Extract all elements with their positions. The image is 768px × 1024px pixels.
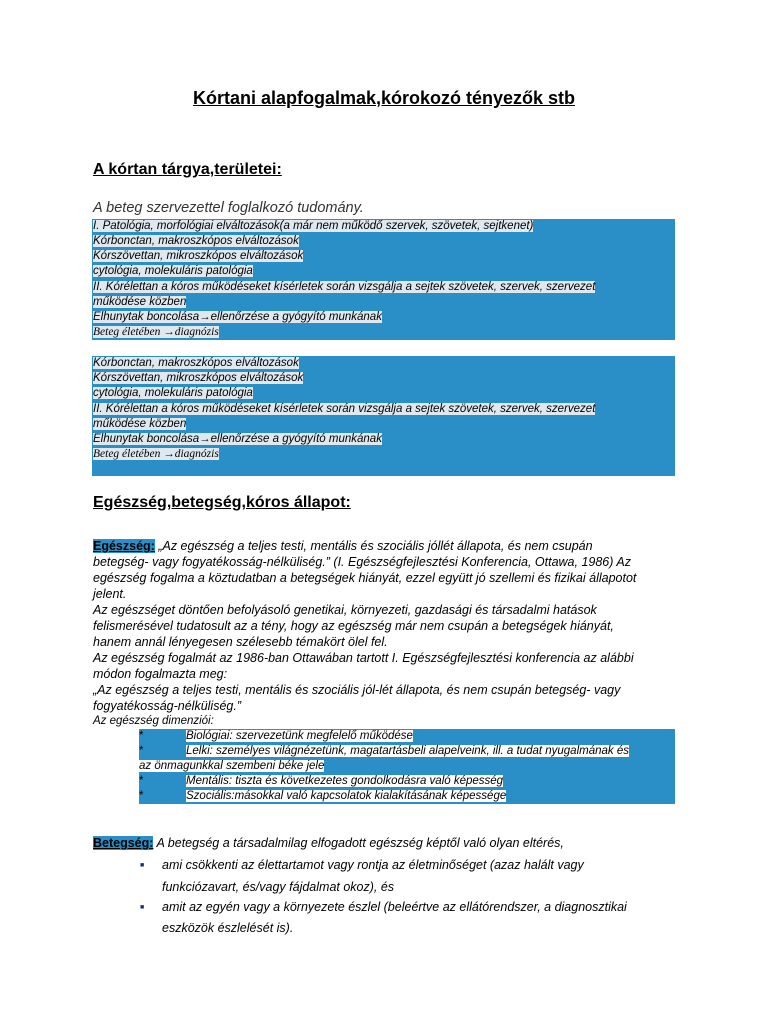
square-bullet-icon: ■ [140, 904, 145, 911]
block1-line: működése közben [93, 296, 187, 308]
section-heading-korttan: A kórtan tárgya,területei: [93, 161, 282, 178]
section-heading-egeszseg: Egészség,betegség,kóros állapot: [93, 494, 351, 511]
dimension-item: * Mentális: tiszta és következetes gondolkodásra való képesség [139, 775, 504, 787]
block1-line: Beteg életében →diagnózis [93, 326, 219, 338]
block2-line: II. Kórélettan a kóros működéseket kísérletek során vizsgálja a sejtek szövetek, szervek, szervezet [93, 403, 596, 415]
block1-line: cytológia, molekuláris patológia [93, 265, 253, 277]
betegseg-label: Betegség: [93, 836, 154, 850]
block2-line: Kórszövettan, mikroszkópos elváltozások [93, 372, 304, 384]
block1-line: Kórbonctan, makroszkópos elváltozások [93, 235, 299, 247]
block2-line: cytológia, molekuláris patológia [93, 387, 253, 399]
dimension-item: az önmagunkkal szembeni béke jele [139, 760, 325, 772]
dimension-item: * Lelki: személyes világnézetünk, magatartásbeli alapelveink, ill. a tudat nyugalmának és [139, 745, 629, 757]
betegseg-paragraph: Betegség: A betegség a társadalmilag elfogadott egészség képtől való olyan eltérés, [93, 836, 564, 850]
block1-line: I. Patológia, morfológiai elváltozások(a már nem működő szervek, szövetek, sejtkenet) [93, 220, 534, 232]
egeszseg-label: Egészség: [93, 539, 155, 553]
betegseg-bullet-line: amit az egyén vagy a környezete észlel (beleértve az ellátórendszer, a diagnosztikai [162, 900, 627, 914]
page-title: Kórtani alapfogalmak,kórokozó tényezők stb [192, 88, 576, 108]
square-bullet-icon: ■ [140, 862, 145, 869]
egeszseg-paragraph: Egészség: „Az egészség a teljes testi, mentális és szociális jóllét állapota, és nem csupán betegség- vagy fogyatékosság-nélküliség.” (I. Egészségfejlesztési Konferencia, Ottawa, 1986) Az egészség fogalma a köztudatban a betegségek hiányát, ezzel együtt jó szellemi és fizikai állapotot jelent. Az egészséget döntően befolyásoló genetikai, környezeti, gazdasági és társadalmi hatások felismerésével tudatosult az a tény, hogy az egészség már nem csupán a betegségek hiányát, hanem annál lényegesen szélesebb témakört ölel fel. Az egészség fogalmát az 1986-ban Ottawában tartott I. Egészségfejlesztési konferencia az alábbi módon fogalmazta meg: „Az egészség a teljes testi, mentális és szociális jól-lét állapota, és nem csupán betegség- vagy fogyatékosság-nélküliség.” Az egészség dimenziói: [93, 539, 637, 727]
dimension-item: * Szociális:másokkal való kapcsolatok kialakításának képessége [139, 790, 507, 802]
betegseg-bullet-line: funkciózavart, és/vagy fájdalmat okoz), és [162, 880, 395, 894]
block1-line: Kórszövettan, mikroszkópos elváltozások [93, 250, 304, 262]
block2-line: Beteg életében →diagnózis [93, 448, 219, 460]
block2-line: működése közben [93, 418, 187, 430]
block1-line: Elhunytak boncolása→ellenőrzése a gyógyító munkának [93, 311, 382, 323]
lead-sentence: A beteg szervezettel foglalkozó tudomány. [93, 200, 364, 216]
dimension-item: * Biológiai: szervezetünk megfelelő működése [139, 730, 413, 742]
betegseg-bullet-line: ami csökkenti az élettartamot vagy rontja az életminőséget (azaz halált vagy [162, 858, 584, 872]
betegseg-bullet-line: eszközök észlelését is). [162, 921, 294, 935]
block1-line: II. Kórélettan a kóros működéseket kísérletek során vizsgálja a sejtek szövetek, szervek, szervezet [93, 281, 596, 293]
block2-line: Kórbonctan, makroszkópos elváltozások [93, 357, 299, 369]
block2-line: Elhunytak boncolása→ellenőrzése a gyógyító munkának [93, 433, 382, 445]
